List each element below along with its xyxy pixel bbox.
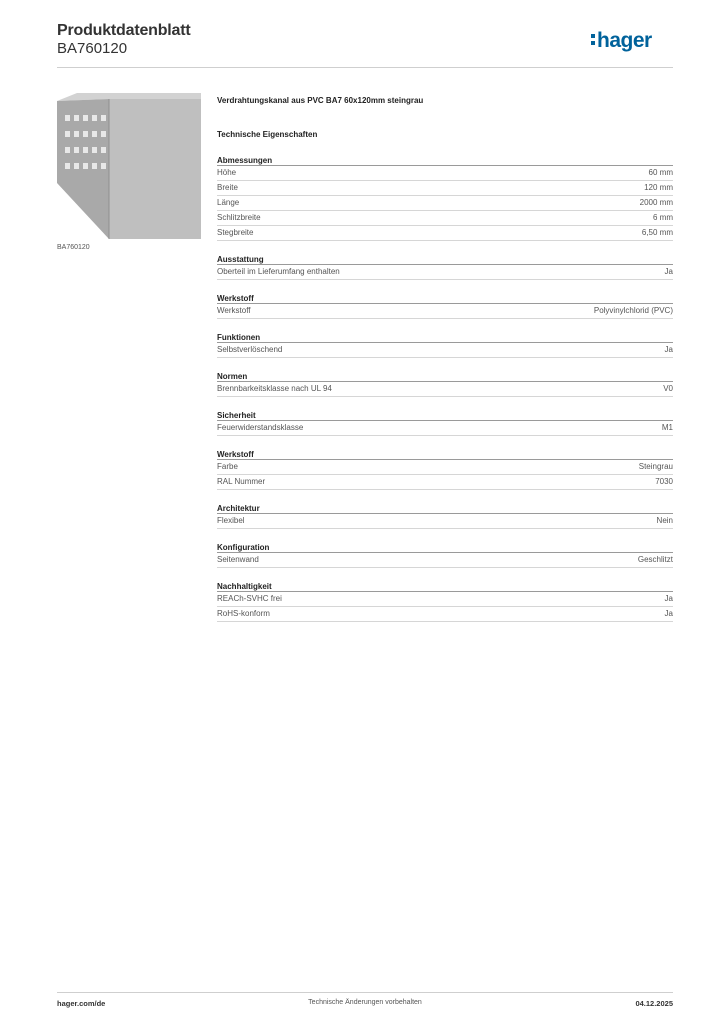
section-gap bbox=[217, 280, 673, 293]
footer-website-link[interactable]: hager.com/de bbox=[57, 999, 106, 1008]
spec-row bbox=[217, 553, 673, 568]
spec-label: RAL Nummer bbox=[217, 477, 266, 486]
spec-section bbox=[217, 503, 673, 529]
section-title: Nachhaltigkeit bbox=[217, 581, 673, 592]
svg-text:hager: hager bbox=[597, 29, 652, 52]
footer-date: 04.12.2025 bbox=[635, 999, 673, 1008]
section-title: Architektur bbox=[217, 503, 673, 514]
wiring-duct-picture bbox=[57, 93, 201, 239]
spec-value: Ja bbox=[664, 345, 673, 354]
spec-label: RoHS-konform bbox=[217, 609, 270, 618]
spec-label: Höhe bbox=[217, 168, 237, 177]
spec-label: Selbstverlöschend bbox=[217, 345, 283, 354]
spec-row bbox=[217, 211, 673, 226]
section-title: Funktionen bbox=[217, 332, 673, 343]
spec-row bbox=[217, 475, 673, 490]
spec-row bbox=[217, 265, 673, 280]
product-image bbox=[57, 93, 201, 239]
spec-value: Ja bbox=[664, 609, 673, 618]
spec-row bbox=[217, 607, 673, 622]
tech-properties-heading: Technische Eigenschaften bbox=[217, 130, 318, 139]
hager-logo bbox=[591, 28, 673, 54]
section-title: Sicherheit bbox=[217, 410, 673, 421]
spec-section bbox=[217, 449, 673, 490]
spec-value: Ja bbox=[664, 267, 673, 276]
section-gap bbox=[217, 241, 673, 254]
spec-row bbox=[217, 181, 673, 196]
spec-label: REACh-SVHC frei bbox=[217, 594, 282, 603]
footer-notice: Technische Änderungen vorbehalten bbox=[308, 999, 422, 1006]
spec-label: Feuerwiderstandsklasse bbox=[217, 423, 304, 432]
section-gap bbox=[217, 319, 673, 332]
spec-value: V0 bbox=[663, 384, 673, 393]
spec-value: Nein bbox=[656, 516, 673, 525]
spec-row bbox=[217, 382, 673, 397]
spec-section bbox=[217, 254, 673, 280]
spec-value: M1 bbox=[661, 423, 673, 432]
section-title: Konfiguration bbox=[217, 542, 673, 553]
spec-section bbox=[217, 155, 673, 241]
spec-row bbox=[217, 421, 673, 436]
spec-value: Geschlitzt bbox=[637, 555, 673, 564]
spec-value: 7030 bbox=[655, 477, 673, 486]
section-title: Ausstattung bbox=[217, 254, 673, 265]
spec-value: Steingrau bbox=[638, 462, 673, 471]
spec-row bbox=[217, 196, 673, 211]
spec-content bbox=[217, 96, 673, 622]
spec-label: Brennbarkeitsklasse nach UL 94 bbox=[217, 384, 332, 393]
section-title: Normen bbox=[217, 371, 673, 382]
spec-label: Werkstoff bbox=[217, 306, 251, 315]
spec-label: Schlitzbreite bbox=[217, 213, 261, 222]
spec-row bbox=[217, 166, 673, 181]
spec-label: Seitenwand bbox=[217, 555, 259, 564]
spec-section bbox=[217, 371, 673, 397]
page-header bbox=[57, 20, 673, 68]
spec-label: Stegbreite bbox=[217, 228, 254, 237]
section-title: Abmessungen bbox=[217, 155, 673, 166]
section-title: Werkstoff bbox=[217, 293, 673, 304]
spec-row bbox=[217, 592, 673, 607]
section-gap bbox=[217, 568, 673, 581]
product-name: Verdrahtungskanal aus PVC BA7 60x120mm steingrau bbox=[217, 96, 424, 105]
spec-row bbox=[217, 514, 673, 529]
spec-value: 120 mm bbox=[644, 183, 673, 192]
spec-value: 60 mm bbox=[648, 168, 673, 177]
spec-sections bbox=[217, 155, 673, 622]
spec-value: 6 mm bbox=[653, 213, 673, 222]
spec-value: Ja bbox=[664, 594, 673, 603]
spec-value: 6,50 mm bbox=[641, 228, 673, 237]
section-title: Werkstoff bbox=[217, 449, 673, 460]
spec-section bbox=[217, 332, 673, 358]
spec-label: Oberteil im Lieferumfang enthalten bbox=[217, 267, 340, 276]
spec-section bbox=[217, 293, 673, 319]
spec-label: Farbe bbox=[217, 462, 238, 471]
spec-label: Breite bbox=[217, 183, 238, 192]
section-gap bbox=[217, 490, 673, 503]
spec-row bbox=[217, 343, 673, 358]
section-gap bbox=[217, 436, 673, 449]
image-caption: BA760120 bbox=[57, 244, 90, 251]
spec-row bbox=[217, 226, 673, 241]
article-number: BA760120 bbox=[57, 40, 128, 57]
spec-row bbox=[217, 460, 673, 475]
spec-section bbox=[217, 410, 673, 436]
section-gap bbox=[217, 397, 673, 410]
spec-label: Flexibel bbox=[217, 516, 245, 525]
spec-section bbox=[217, 542, 673, 568]
section-gap bbox=[217, 529, 673, 542]
section-gap bbox=[217, 358, 673, 371]
page-title: Produktdatenblatt bbox=[57, 22, 191, 39]
spec-value: 2000 mm bbox=[639, 198, 673, 207]
spec-section bbox=[217, 581, 673, 622]
spec-label: Länge bbox=[217, 198, 240, 207]
page-footer bbox=[57, 992, 673, 1012]
spec-value: Polyvinylchlorid (PVC) bbox=[593, 306, 673, 315]
spec-row bbox=[217, 304, 673, 319]
